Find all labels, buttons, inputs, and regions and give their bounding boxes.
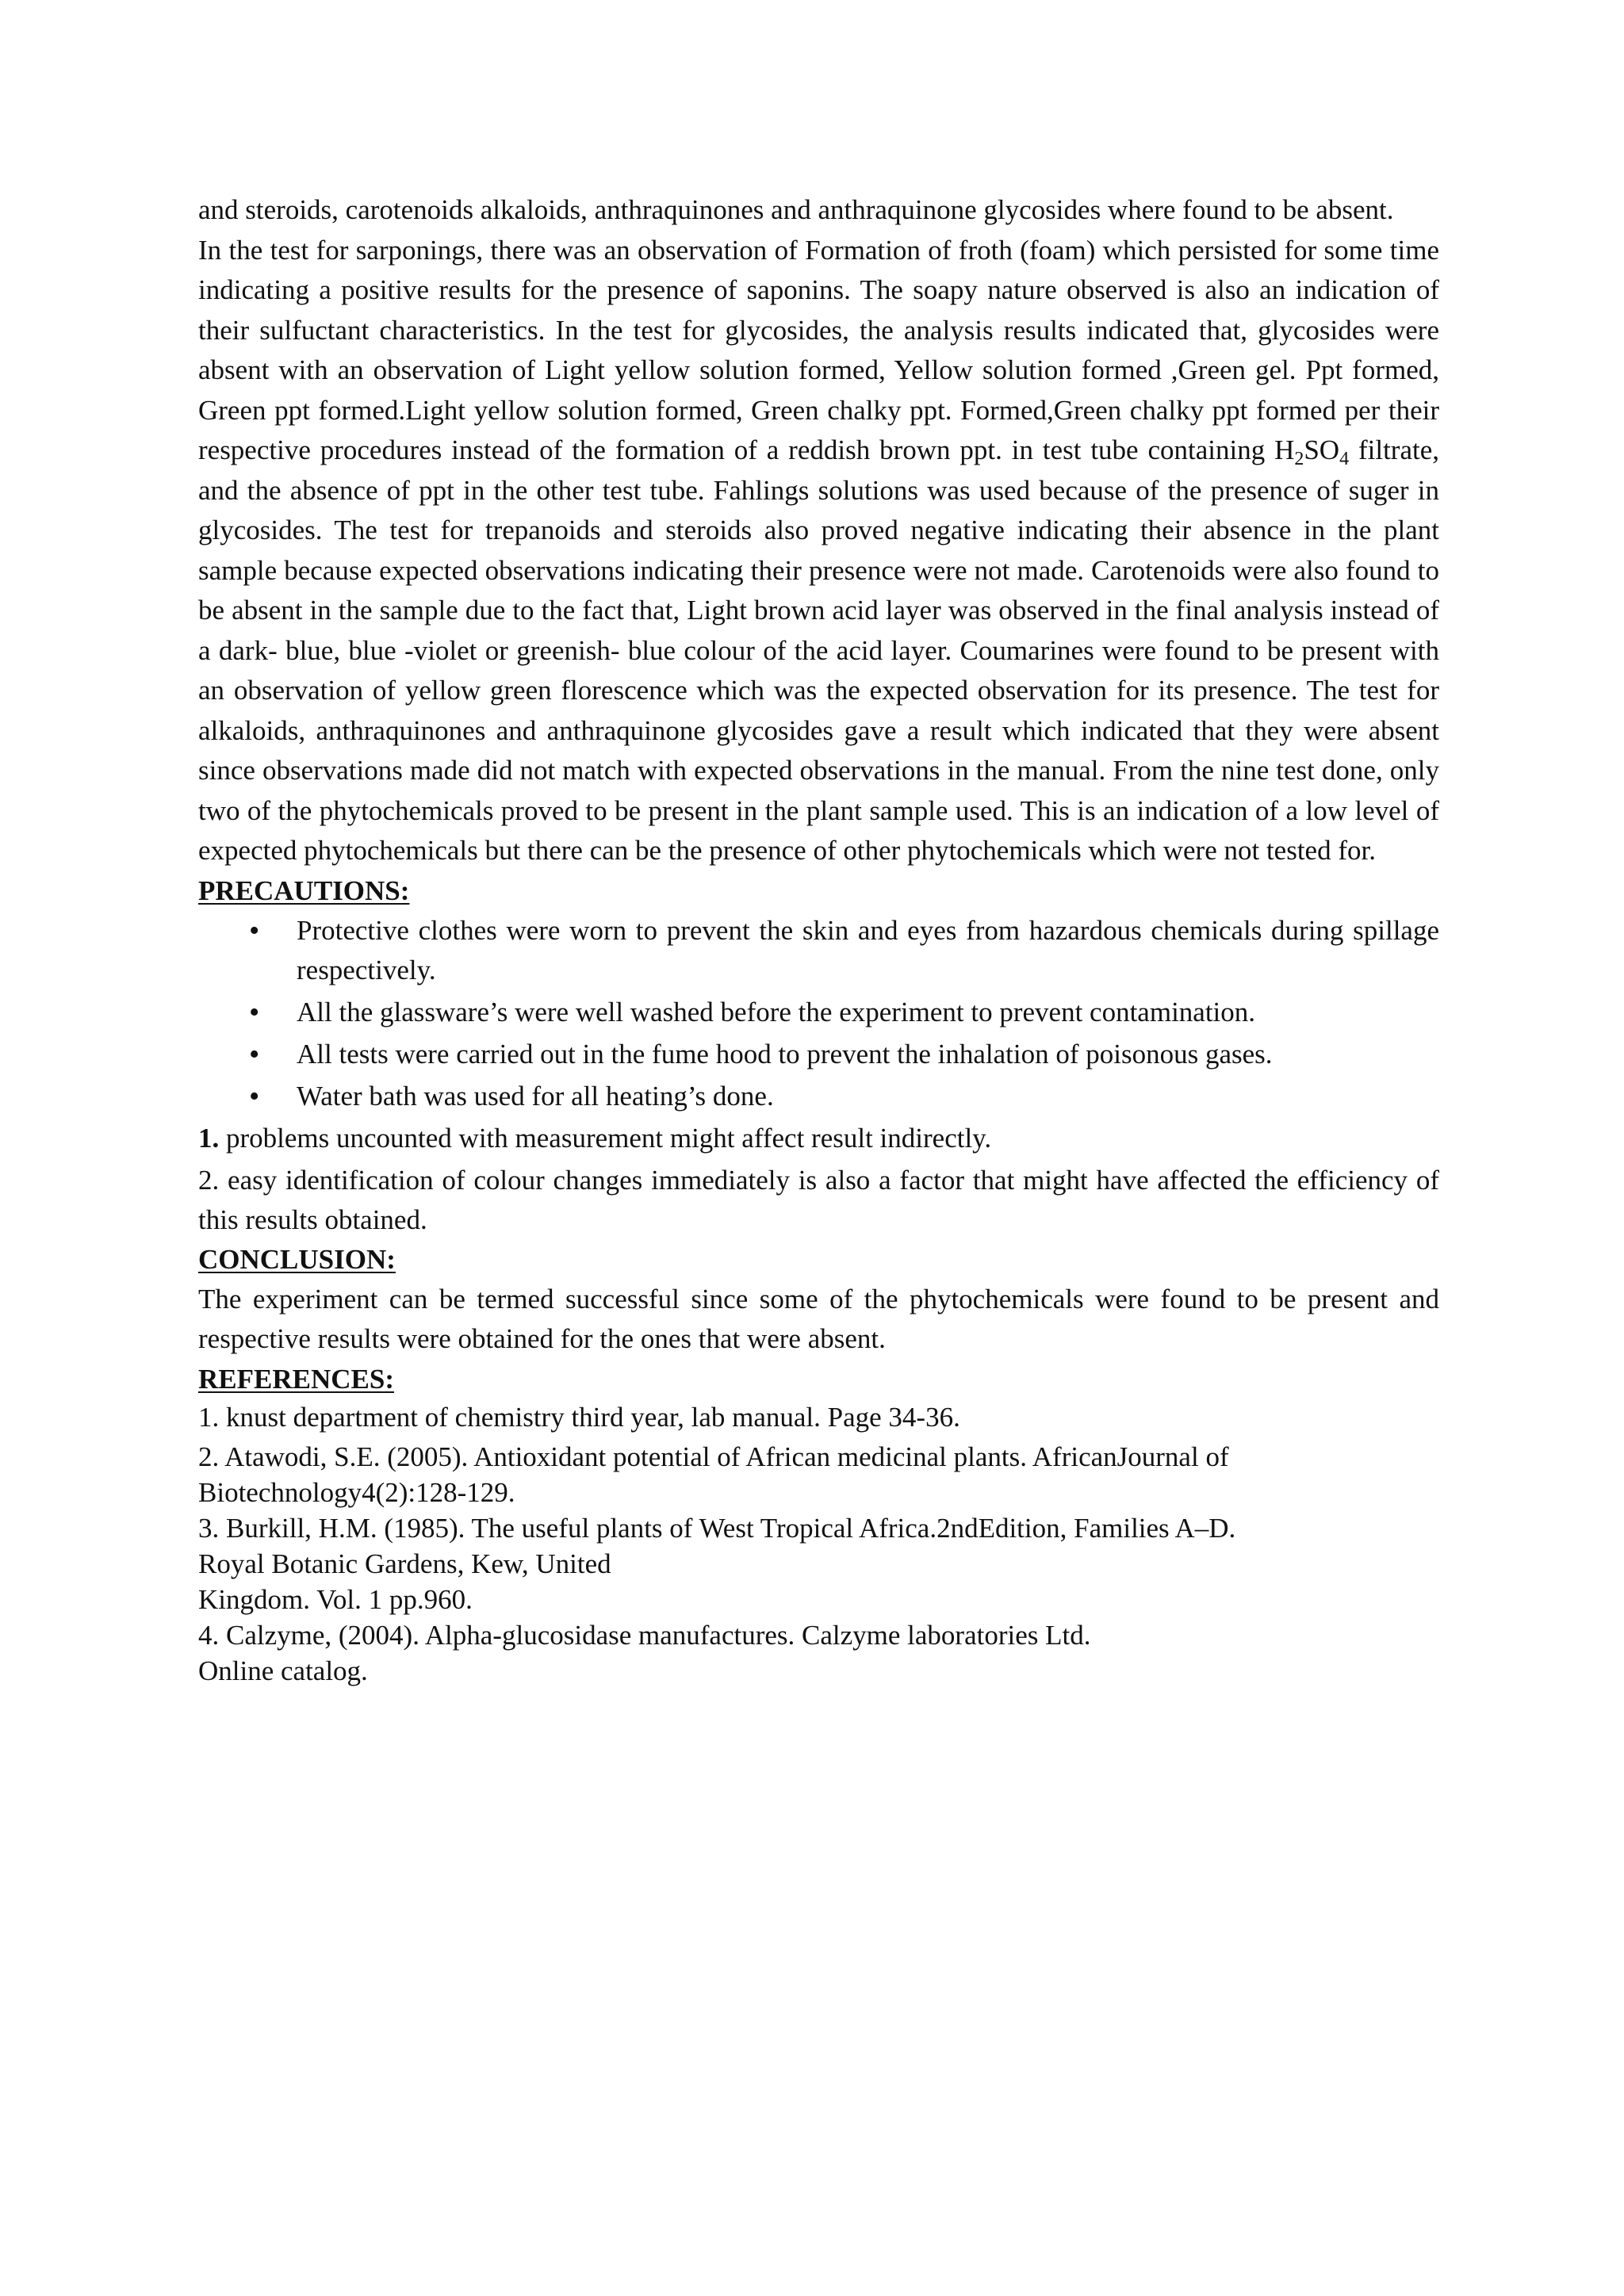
- reference-line: 4. Calzyme, (2004). Alpha-glucosidase manufactures. Calzyme laboratories Ltd.: [198, 1619, 1091, 1651]
- precaution-item: • Protective clothes were worn to prevent the skin and eyes from hazardous chemicals during spillage respectively.: [297, 911, 1439, 990]
- precautions-heading: PRECAUTIONS:: [198, 874, 410, 906]
- precaution-item: • All tests were carried out in the fume hood to prevent the inhalation of poisonous gases.: [297, 1035, 1439, 1074]
- reference-line: Kingdom. Vol. 1 pp.960.: [198, 1583, 473, 1615]
- subscript-2: 2: [1294, 449, 1304, 469]
- references-list: [198, 1399, 1439, 1689]
- precautions-list: [198, 911, 1439, 1116]
- body-paragraph-2-so: SO: [1304, 434, 1340, 465]
- body-paragraph-2-text-b: filtrate, and the absence of ppt in the other test tube. Fahlings solutions was used because of the presence of suger in glycosides. The test for trepanoids and steroids also proved negative indicating their absence in the plant sample because expected observations indicating their presence were not made. Carotenoids were also found to be absent in the sample due to the fact that, Light brown acid layer was observed in the final analysis instead of a dark- blue, blue -violet or greenish- blue colour of the acid layer. Coumarines were found to be present with an observation of yellow green florescence which was the expected observation for its presence. The test for alkaloids, anthraquinones and anthraquinone glycosides gave a result which indicated that they were absent since observations made did not match with expected observations in the manual. From the nine test done, only two of the phytochemicals proved to be present in the plant sample used. This is an indication of a low level of expected phytochemicals but there can be the presence of other phytochemicals which were not tested for.: [198, 434, 1439, 866]
- body-paragraph-2: [198, 231, 1439, 871]
- numbered-note-1: [198, 1119, 1439, 1158]
- references-heading: REFERENCES:: [198, 1363, 394, 1395]
- numbered-note-2-number: 2.: [198, 1164, 220, 1196]
- reference-line: Biotechnology4(2):128-129.: [198, 1476, 515, 1508]
- numbered-note-2: [198, 1161, 1439, 1240]
- numbered-note-2-text: easy identification of colour changes immediately is also a factor that might have affected the efficiency of this results obtained.: [198, 1164, 1439, 1235]
- body-paragraph-2-text-a: In the test for sarponings, there was an observation of Formation of froth (foam) which persisted for some time indicating a positive results for the presence of saponins. The soapy nature observed is also an indication of their sulfuctant characteristics. In the test for glycosides, the analysis results indicated that, glycosides were absent with an observation of Light yellow solution formed, Yellow solution formed ,Green gel. Ppt formed, Green ppt formed.Light yellow solution formed, Green chalky ppt. Formed,Green chalky ppt formed per their respective procedures instead of the formation of a reddish brown ppt. in test tube containing H: [198, 234, 1439, 465]
- conclusion-text: The experiment can be termed successful since some of the phytochemicals were found to be present and respective results were obtained for the ones that were absent.: [198, 1283, 1439, 1354]
- subscript-4: 4: [1339, 449, 1350, 469]
- reference-line: Online catalog.: [198, 1655, 368, 1686]
- reference-line: 1. knust department of chemistry third year, lab manual. Page 34-36.: [198, 1401, 960, 1433]
- reference-line: Royal Botanic Gardens, Kew, United: [198, 1548, 611, 1579]
- conclusion-heading: CONCLUSION:: [198, 1243, 396, 1275]
- numbered-note-1-number: 1.: [198, 1122, 220, 1154]
- document-page: [198, 190, 1439, 1689]
- precaution-item: • All the glassware’s were well washed before the experiment to prevent contamination.: [297, 993, 1439, 1032]
- numbered-note-1-text: problems uncounted with measurement might affect result indirectly.: [219, 1122, 992, 1154]
- reference-line: 2. Atawodi, S.E. (2005). Antioxidant potential of African medicinal plants. AfricanJournal of: [198, 1441, 1229, 1472]
- body-paragraph-1: and steroids, carotenoids alkaloids, anthraquinones and anthraquinone glycosides where found to be absent.: [198, 194, 1394, 225]
- reference-line: 3. Burkill, H.M. (1985). The useful plants of West Tropical Africa.2ndEdition, Families A–D.: [198, 1512, 1236, 1544]
- precaution-item: • Water bath was used for all heating’s done.: [297, 1077, 1439, 1116]
